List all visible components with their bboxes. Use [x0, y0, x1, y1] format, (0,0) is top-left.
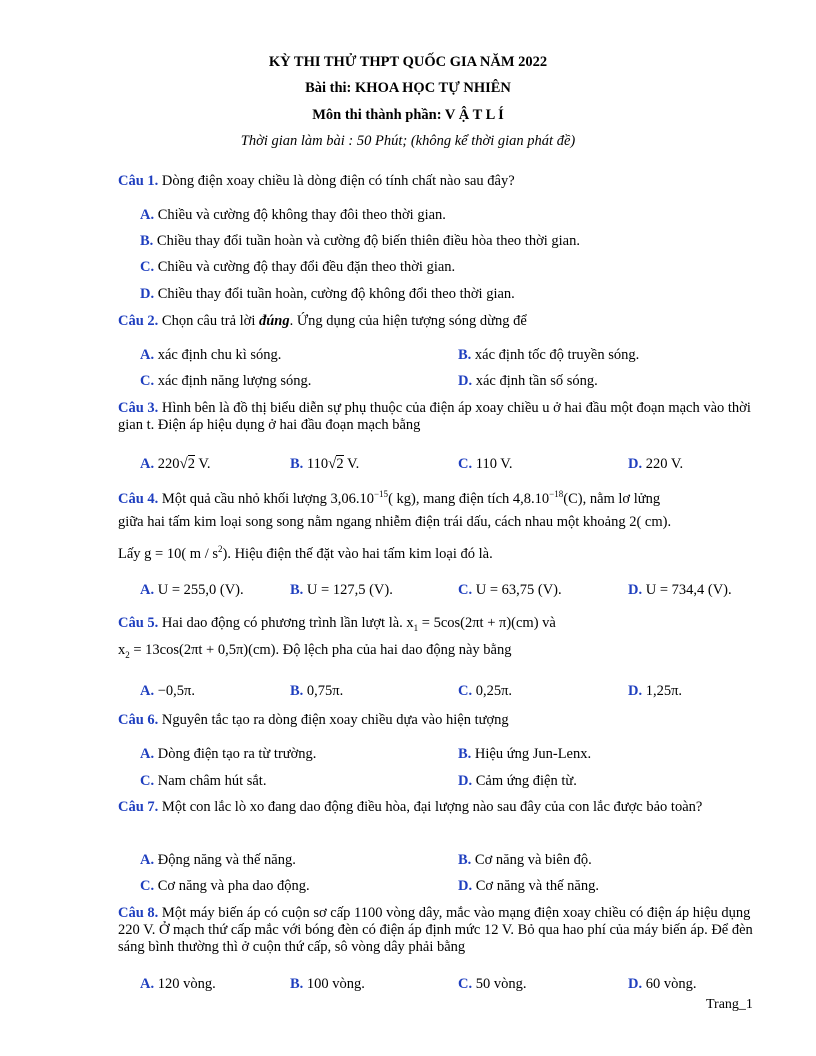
question-text: Một quả cầu nhỏ khối lượng 3,06.10	[158, 490, 374, 507]
option-text: −0,5π.	[154, 683, 195, 699]
option-letter: C.	[458, 456, 473, 472]
q8-option-d[interactable]	[628, 976, 696, 993]
q1-option-a[interactable]	[140, 207, 446, 224]
q5-option-c[interactable]	[458, 683, 512, 700]
option-text: Nam châm hút sắt.	[154, 773, 267, 789]
q3-option-d[interactable]	[628, 456, 683, 473]
option-text: Dòng điện tạo ra từ trường.	[154, 746, 317, 762]
option-letter: D.	[628, 683, 643, 699]
option-letter: B.	[458, 746, 472, 762]
question-text: Hình bên là đồ thị biểu diễn sự phụ thuộc của điện áp xoay chiều u ở hai đầu một đoạn mạch vào thời gian t. Điện áp hiệu dụng ở hai đầu đoạn mạch bằng	[118, 400, 751, 433]
question-number: Câu 1.	[118, 173, 159, 189]
time-line: Thời gian làm bài : 50 Phút; (không kể thời gian phát đề)	[240, 133, 576, 149]
option-letter: A.	[140, 976, 155, 992]
q6-option-b[interactable]	[458, 746, 591, 763]
exam-name: Bài thi: KHOA HỌC TỰ NHIÊN	[305, 80, 511, 96]
q4-option-c[interactable]	[458, 582, 562, 599]
option-text: U = 255,0 (V).	[154, 582, 244, 598]
option-text: 220 V.	[642, 456, 684, 472]
option-text: 1,25π.	[642, 683, 683, 699]
question-number: Câu 6.	[118, 712, 159, 728]
q6-option-d[interactable]	[458, 773, 577, 790]
question-7	[118, 799, 768, 816]
option-letter: C.	[458, 976, 473, 992]
q2-option-a[interactable]	[140, 347, 281, 364]
option-text: U = 63,75 (V).	[472, 582, 562, 598]
sqrt-icon: √	[179, 456, 188, 472]
option-letter: A.	[140, 852, 155, 868]
q7-option-a[interactable]	[140, 852, 296, 869]
question-5	[118, 615, 768, 637]
option-text: Động năng và thế năng.	[154, 852, 296, 868]
option-text: 0,25π.	[472, 683, 513, 699]
page-number: Trang_1	[706, 997, 753, 1012]
option-text: U = 127,5 (V).	[303, 582, 393, 598]
sqrt-radicand: 2	[187, 456, 195, 472]
question-number: Câu 2.	[118, 313, 159, 329]
question-4	[118, 486, 768, 508]
option-text: Chiều thay đổi tuần hoàn và cường độ biến thiên điều hòa theo thời gian.	[153, 233, 580, 249]
question-5-line-2	[118, 642, 768, 664]
question-number: Câu 5.	[118, 615, 159, 631]
question-number: Câu 7.	[118, 799, 159, 815]
option-text: Chiều và cường độ thay đổi đều đặn theo thời gian.	[154, 259, 456, 275]
option-letter: C.	[140, 259, 155, 275]
option-text: 110	[303, 456, 329, 472]
question-text: = 5cos(2πt + π)(cm) và	[418, 615, 556, 631]
q4-option-b[interactable]	[290, 582, 393, 599]
option-letter: A.	[140, 683, 155, 699]
question-2	[118, 313, 768, 330]
option-letter: C.	[140, 373, 155, 389]
option-letter: A.	[140, 746, 155, 762]
question-text: Lấy g = 10( m / s	[118, 545, 218, 562]
option-letter: D.	[458, 373, 473, 389]
option-letter: B.	[140, 233, 154, 249]
option-text: 60 vòng.	[642, 976, 697, 992]
exam-title: KỲ THI THỬ THPT QUỐC GIA NĂM 2022	[268, 54, 548, 70]
option-letter: D.	[628, 976, 643, 992]
option-letter: D.	[628, 582, 643, 598]
question-text: Một con lắc lò xo đang dao động điều hòa, đại lượng nào sau đây của con lắc được bảo toàn?	[158, 799, 703, 815]
exponent: −18	[549, 489, 564, 499]
subject-line: Môn thi thành phần: V Ậ T L Í	[312, 107, 504, 123]
option-text: xác định năng lượng sóng.	[154, 373, 312, 389]
question-text: Nguyên tắc tạo ra dòng điện xoay chiều dựa vào hiện tượng	[158, 712, 509, 728]
option-text: Chiều thay đổi tuần hoàn, cường độ không đổi theo thời gian.	[154, 286, 515, 302]
sqrt-icon: √	[328, 456, 337, 472]
q5-option-a[interactable]	[140, 683, 195, 700]
option-letter: D.	[458, 773, 473, 789]
option-letter: B.	[290, 683, 304, 699]
q2-option-d[interactable]	[458, 373, 598, 390]
sqrt-radicand: 2	[336, 456, 344, 472]
q6-option-a[interactable]	[140, 746, 316, 763]
question-text: Một máy biến áp có cuộn sơ cấp 1100 vòng dây, mắc vào mạng điện xoay chiều có điện áp hiệu dụng 220 V. Ở mạch thứ cấp mắc với bóng đèn có điện áp định mức 12 V. Bỏ qua hao phí của máy biến áp. Để đèn sáng bình thường thì ở cuộn thứ cấp, sô vòng dây phải bằng	[118, 905, 753, 955]
question-text: Dòng điện xoay chiều là dòng điện có tính chất nào sau đây?	[158, 173, 515, 189]
subscript: 1	[413, 622, 419, 633]
question-3	[118, 400, 768, 434]
option-text: 0,75π.	[303, 683, 344, 699]
q8-option-b[interactable]	[290, 976, 365, 993]
q4-option-d[interactable]	[628, 582, 732, 599]
option-letter: A.	[140, 456, 155, 472]
option-letter: B.	[290, 582, 304, 598]
option-letter: B.	[458, 347, 472, 363]
q7-option-d[interactable]	[458, 878, 599, 895]
option-text: 120 vòng.	[154, 976, 216, 992]
q8-option-a[interactable]	[140, 976, 216, 993]
question-text: Hai dao động có phương trình lần lượt là. x	[158, 615, 414, 631]
option-text: 220	[154, 456, 180, 472]
option-text: Chiều và cường độ không thay đôi theo thời gian.	[154, 207, 446, 223]
question-number: Câu 4.	[118, 490, 159, 507]
option-letter: D.	[140, 286, 155, 302]
option-text: Cơ năng và biên độ.	[471, 852, 592, 868]
option-text: Cảm ứng điện từ.	[472, 773, 577, 789]
q3-option-c[interactable]	[458, 456, 513, 473]
question-number: Câu 3.	[118, 400, 159, 416]
question-4-line-2: giữa hai tấm kim loại song song nằm ngang nhiễm điện trái dấu, cách nhau một khoảng 2( cm).	[118, 514, 672, 530]
option-text: xác định chu kì sóng.	[154, 347, 282, 363]
q7-option-c[interactable]	[140, 878, 310, 895]
question-6	[118, 712, 768, 729]
option-letter: C.	[140, 773, 155, 789]
q3-option-a[interactable]	[140, 456, 211, 473]
q1-option-b[interactable]	[140, 233, 580, 250]
q1-option-d[interactable]	[140, 286, 515, 303]
q4-option-a[interactable]	[140, 582, 244, 599]
question-text: . Ứng dụng của hiện tượng sóng dừng để	[289, 313, 527, 329]
option-text: xác định tần số sóng.	[472, 373, 598, 389]
option-letter: B.	[290, 976, 304, 992]
option-letter: C.	[458, 683, 473, 699]
q3-option-b[interactable]	[290, 456, 359, 473]
question-text: Chọn câu trả lời	[158, 313, 259, 329]
question-text: ). Hiệu điện thế đặt vào hai tấm kim loại đó là.	[222, 545, 493, 562]
question-number: Câu 8.	[118, 905, 159, 921]
exponent: 2	[218, 544, 223, 554]
question-text: x	[118, 642, 126, 658]
question-text: ( kg), mang điện tích 4,8.10	[388, 490, 550, 507]
q6-option-c[interactable]	[140, 773, 266, 790]
option-unit: V.	[194, 456, 211, 472]
option-text: Cơ năng và thế năng.	[472, 878, 599, 894]
q2-option-b[interactable]	[458, 347, 639, 364]
option-text: Hiệu ứng Jun-Lenx.	[471, 746, 592, 762]
option-letter: A.	[140, 347, 155, 363]
q8-option-c[interactable]	[458, 976, 526, 993]
q5-option-d[interactable]	[628, 683, 682, 700]
option-text: 100 vòng.	[303, 976, 365, 992]
option-letter: D.	[458, 878, 473, 894]
q1-option-c[interactable]	[140, 259, 455, 276]
question-8	[118, 905, 768, 956]
option-text: 50 vòng.	[472, 976, 527, 992]
question-text: = 13cos(2πt + 0,5π)(cm). Độ lệch pha của hai dao động này bằng	[129, 642, 512, 658]
option-text: xác định tốc độ truyền sóng.	[471, 347, 640, 363]
option-letter: D.	[628, 456, 643, 472]
option-letter: B.	[458, 852, 472, 868]
option-unit: V.	[343, 456, 360, 472]
exponent: −15	[373, 489, 389, 499]
option-letter: C.	[458, 582, 473, 598]
q2-option-c[interactable]	[140, 373, 311, 390]
option-letter: A.	[140, 207, 155, 223]
option-text: U = 734,4 (V).	[642, 582, 732, 598]
question-text: (C), nằm lơ lửng	[563, 490, 661, 507]
q7-option-b[interactable]	[458, 852, 592, 869]
option-letter: A.	[140, 582, 155, 598]
q5-option-b[interactable]	[290, 683, 343, 700]
option-letter: C.	[140, 878, 155, 894]
option-text: Cơ năng và pha dao động.	[154, 878, 310, 894]
question-4-line-3	[118, 541, 768, 563]
emphasis-word: đúng	[258, 313, 290, 329]
option-letter: B.	[290, 456, 304, 472]
option-text: 110 V.	[472, 456, 513, 472]
question-1	[118, 173, 768, 190]
subscript: 2	[125, 649, 130, 660]
